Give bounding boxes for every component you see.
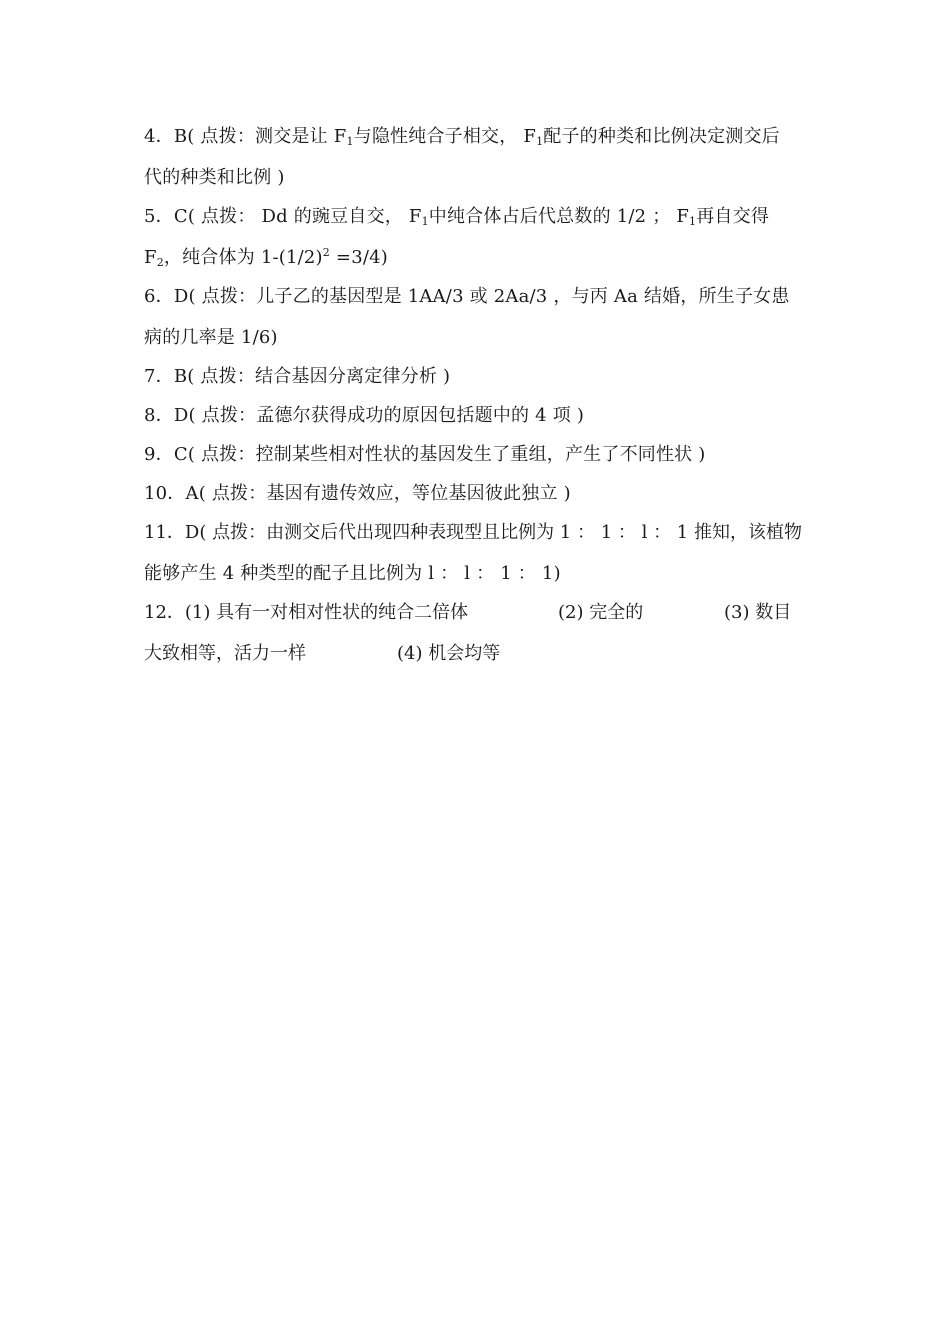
answer-5-text-f: =3/4) (329, 247, 388, 268)
subscript: 2 (156, 256, 164, 269)
answer-5-text-e: ，纯合体为 1-(1/2) (163, 247, 323, 268)
subscript: 1 (536, 135, 544, 148)
answer-5-text-a: 5．C( 点拨： Dd 的豌豆自交， F (144, 206, 422, 227)
answer-6-line-1: 6．D( 点拨：儿子乙的基因型是 1AA/3 或 2Aa/3 ，与丙 Aa 结婚，所生子女患 (144, 286, 790, 307)
answer-8: 8．D( 点拨：孟德尔获得成功的原因包括题中的 4 项 ) (144, 405, 585, 426)
answer-12-part-2: (2) 完全的 (558, 602, 644, 623)
answer-7: 7．B( 点拨：结合基因分离定律分析 ) (144, 366, 451, 387)
answer-12-part-1: 12．(1) 具有一对相对性状的纯合二倍体 (144, 602, 469, 623)
superscript: 2 (322, 246, 330, 259)
answer-6-line-2: 病的几率是 1/6) (144, 327, 278, 348)
answer-5-text-c: 再自交得 (696, 206, 770, 227)
answer-5-line-2 (144, 247, 388, 269)
answer-5-text-b: 中纯合体占后代总数的 1/2 ； F (428, 206, 690, 227)
subscript: 1 (689, 215, 697, 228)
answer-4-text-b: 与隐性纯合子相交， F (353, 126, 537, 147)
subscript: 1 (421, 215, 429, 228)
answer-5-line-1 (144, 206, 769, 228)
answer-10: 10．A( 点拨：基因有遗传效应，等位基因彼此独立 ) (144, 483, 571, 504)
answer-4-text-d: 代的种类和比例 ) (144, 167, 285, 188)
answer-4-line-1 (144, 126, 780, 148)
subscript: 1 (346, 135, 354, 148)
answer-4-line-2 (144, 167, 285, 189)
answer-11-line-2: 能够产生 4 种类型的配子且比例为 l ： l ： 1 ： 1) (144, 563, 561, 584)
answer-4-text-a: 4．B( 点拨：测交是让 F (144, 126, 347, 147)
answer-11-line-1: 11．D( 点拨：由测交后代出现四种表现型且比例为 1 ： 1 ： l ： 1 推知，该植物 (144, 522, 802, 543)
answer-4-text-c: 配子的种类和比例决定测交后 (543, 126, 780, 147)
answer-12-part-5: (4) 机会均等 (397, 643, 501, 664)
answer-12-part-3: (3) 数目 (724, 602, 792, 623)
answer-12-part-4: 大致相等，活力一样 (144, 643, 306, 664)
answer-9: 9．C( 点拨：控制某些相对性状的基因发生了重组，产生了不同性状 ) (144, 444, 706, 465)
answer-5-text-d: F (144, 247, 157, 268)
